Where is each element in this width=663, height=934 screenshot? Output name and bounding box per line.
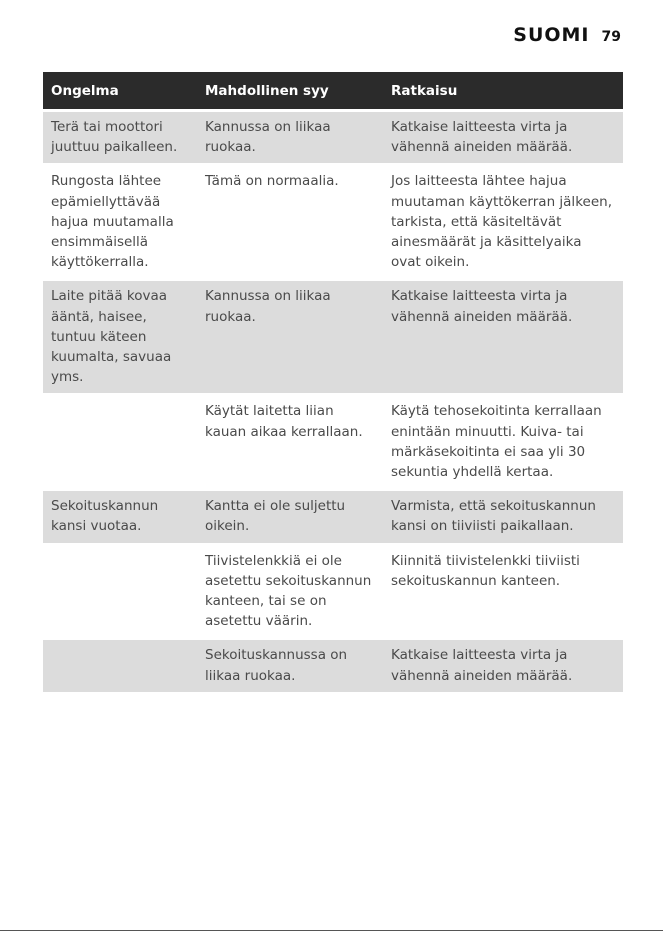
page-number: 79 xyxy=(601,29,621,45)
problem-cell: Sekoituskannun kansi vuotaa. xyxy=(43,490,197,544)
cause-cell: Kannussa on liikaa ruokaa. xyxy=(197,280,383,395)
column-header-problem: Ongelma xyxy=(43,72,197,111)
language-label: SUOMI xyxy=(513,24,590,46)
table-row xyxy=(43,165,623,280)
problem-cell xyxy=(43,395,197,490)
solution-cell: Varmista, että sekoituskannun kansi on tiiviisti paikallaan. xyxy=(383,490,623,544)
solution-cell: Jos laitteesta lähtee hajua muutaman käyttökerran jälkeen, tarkista, että käsiteltävät ainesmäärät ja käsittelyaika ovat oikein. xyxy=(383,165,623,280)
solution-cell: Katkaise laitteesta virta ja vähennä aineiden määrää. xyxy=(383,280,623,395)
cause-cell: Kannussa on liikaa ruokaa. xyxy=(197,111,383,165)
table-row xyxy=(43,280,623,395)
column-header-solution: Ratkaisu xyxy=(383,72,623,111)
cause-cell: Kantta ei ole suljettu oikein. xyxy=(197,490,383,544)
cause-cell: Sekoituskannussa on liikaa ruokaa. xyxy=(197,639,383,693)
problem-cell: Laite pitää kovaa ääntä, haisee, tuntuu käteen kuumalta, savuaa yms. xyxy=(43,280,197,395)
table-header-row xyxy=(43,72,623,111)
table-row xyxy=(43,544,623,639)
cause-cell: Käytät laitetta liian kauan aikaa kerrallaan. xyxy=(197,395,383,490)
table-row xyxy=(43,490,623,544)
problem-cell: Rungosta lähtee epämiellyttävää hajua muutamalla ensimmäisellä käyttökerralla. xyxy=(43,165,197,280)
table-row xyxy=(43,395,623,490)
table-row xyxy=(43,111,623,165)
problem-cell: Terä tai moottori juuttuu paikalleen. xyxy=(43,111,197,165)
troubleshooting-table xyxy=(43,72,623,695)
problem-cell xyxy=(43,639,197,693)
column-header-cause: Mahdollinen syy xyxy=(197,72,383,111)
problem-cell xyxy=(43,544,197,639)
solution-cell: Katkaise laitteesta virta ja vähennä aineiden määrää. xyxy=(383,111,623,165)
page-header xyxy=(513,24,621,46)
solution-cell: Kiinnitä tiivistelenkki tiiviisti sekoituskannun kanteen. xyxy=(383,544,623,639)
table-row xyxy=(43,639,623,693)
solution-cell: Käytä tehosekoitinta kerrallaan enintään minuutti. Kuiva- tai märkäsekoitinta ei saa yli 30 sekuntia yhdellä kertaa. xyxy=(383,395,623,490)
bottom-rule xyxy=(0,930,663,931)
cause-cell: Tiivistelenkkiä ei ole asetettu sekoituskannun kanteen, tai se on asetettu väärin. xyxy=(197,544,383,639)
solution-cell: Katkaise laitteesta virta ja vähennä aineiden määrää. xyxy=(383,639,623,693)
cause-cell: Tämä on normaalia. xyxy=(197,165,383,280)
